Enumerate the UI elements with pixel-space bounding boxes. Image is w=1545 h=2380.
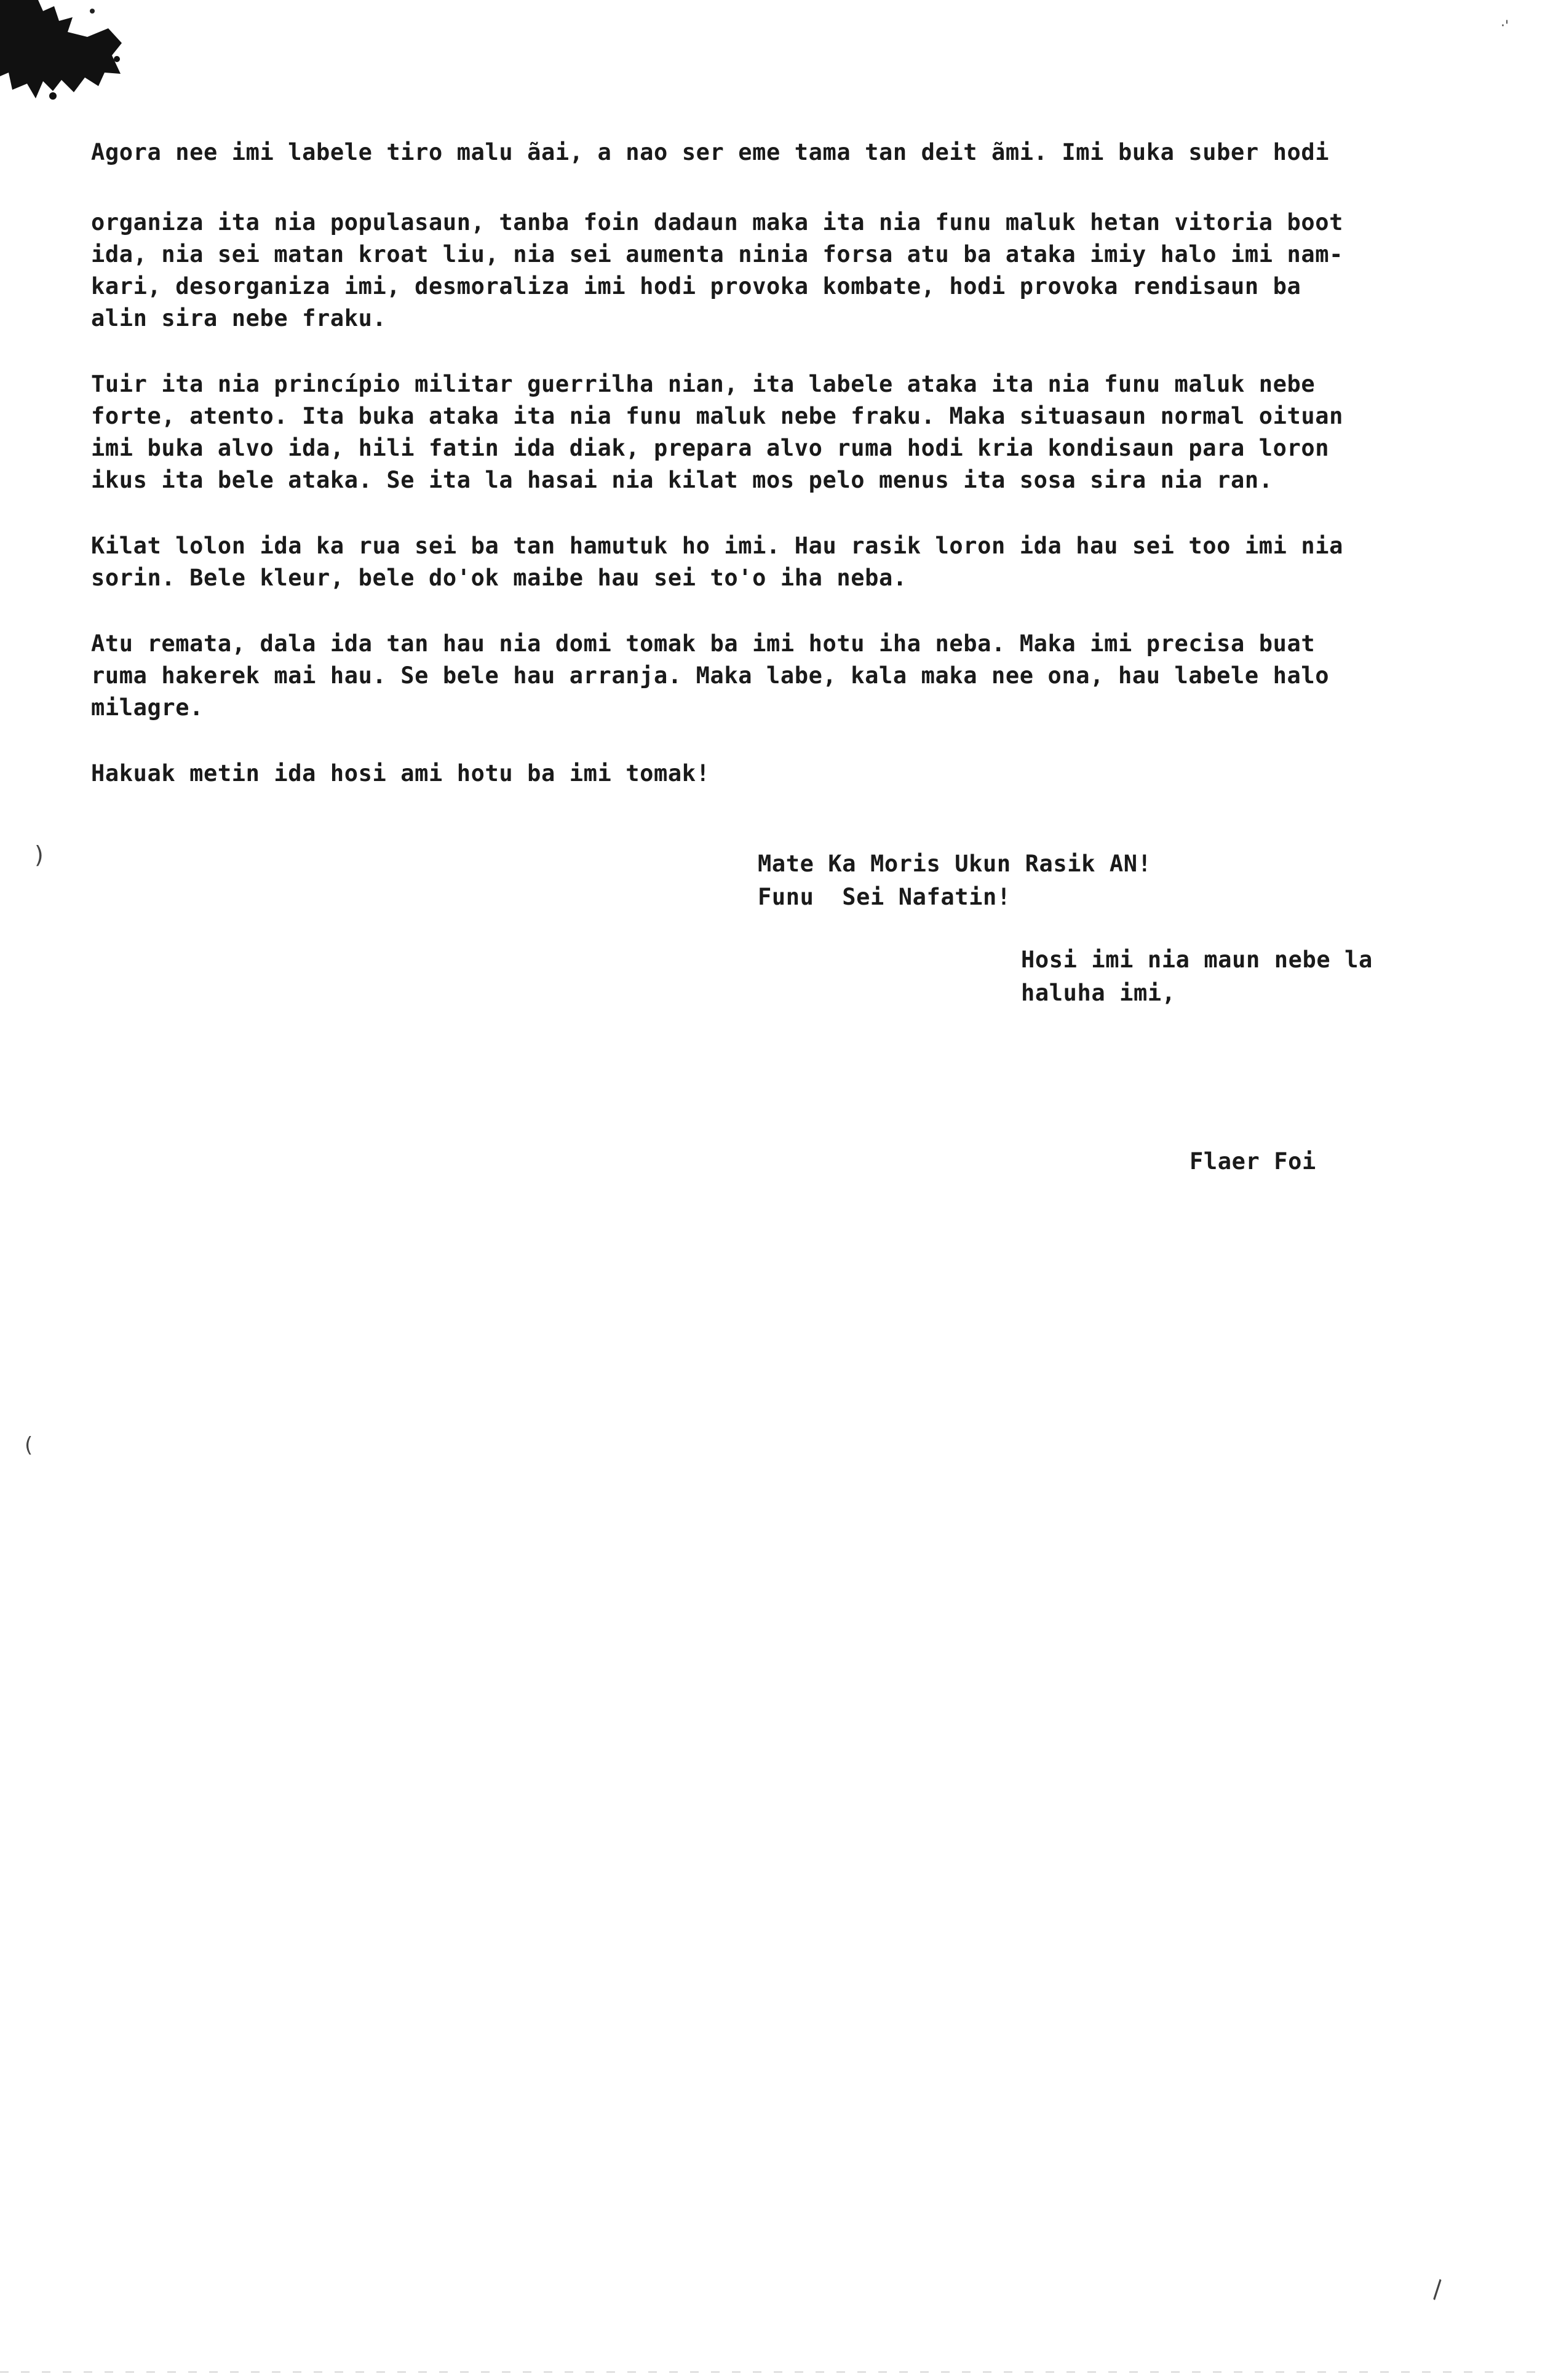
motto-line-1: Mate Ka Moris Ukun Rasik AN!	[758, 851, 1152, 877]
signature: Flaer Foi	[1190, 1148, 1316, 1175]
paragraph-1-continued: organiza ita nia populasaun, tanba foin dadaun maka ita nia funu maluk hetan vitoria boot ida, nia sei matan kroat liu, nia sei aumenta ninia forsa atu ba ataka imiy halo imi nam- kari, desorganiza imi, desmoraliza imi hodi provoka kombate, hodi provoka rendisaun ba alin sira nebe fraku.	[91, 209, 1343, 331]
page-bottom-edge	[0, 2371, 1545, 2373]
closing-motto	[758, 847, 1152, 914]
margin-mark-left-lower: (	[25, 1433, 33, 1458]
paragraph-4: Atu remata, dala ida tan hau nia domi tomak ba imi hotu iha neba. Maka imi precisa buat ruma hakerek mai hau. Se bele hau arranja. Maka labe, kala maka nee ona, hau labele halo milagre.	[91, 630, 1330, 721]
margin-mark-left-upper: )	[34, 841, 44, 868]
paragraph-1-opening: Agora nee imi labele tiro malu ãai, a nao ser eme tama tan deit ãmi. Imi buka suber hodi	[91, 139, 1330, 165]
letter-body	[91, 137, 1463, 790]
paragraph-5: Hakuak metin ida hosi ami hotu ba imi tomak!	[91, 760, 710, 787]
ink-blot-mark	[0, 0, 129, 105]
margin-mark-bottom-right: ∖	[1421, 2273, 1451, 2306]
paragraph-2: Tuir ita nia princípio militar guerrilha nian, ita labele ataka ita nia funu maluk nebe forte, atento. Ita buka ataka ita nia funu maluk nebe fraku. Maka situasaun normal oituan imi buka alvo ida, hili fatin ida diak, prepara alvo ruma hodi kria kondisaun para loron ikus ita bele ataka. Se ita la hasai nia kilat mos pelo menus ita sosa sira nia ran.	[91, 371, 1343, 493]
closing-greeting	[1021, 943, 1373, 1010]
paragraph-3: Kilat lolon ida ka rua sei ba tan hamutuk ho imi. Hau rasik loron ida hau sei too imi nia sorin. Bele kleur, bele do'ok maibe hau sei to'o iha neba.	[91, 533, 1343, 591]
greeting-line-1: Hosi imi nia maun nebe la	[1021, 946, 1373, 973]
greeting-line-2: haluha imi,	[1021, 980, 1176, 1006]
motto-line-2: Funu Sei Nafatin!	[758, 884, 1011, 910]
margin-mark-top-right: ·'	[1501, 18, 1509, 34]
